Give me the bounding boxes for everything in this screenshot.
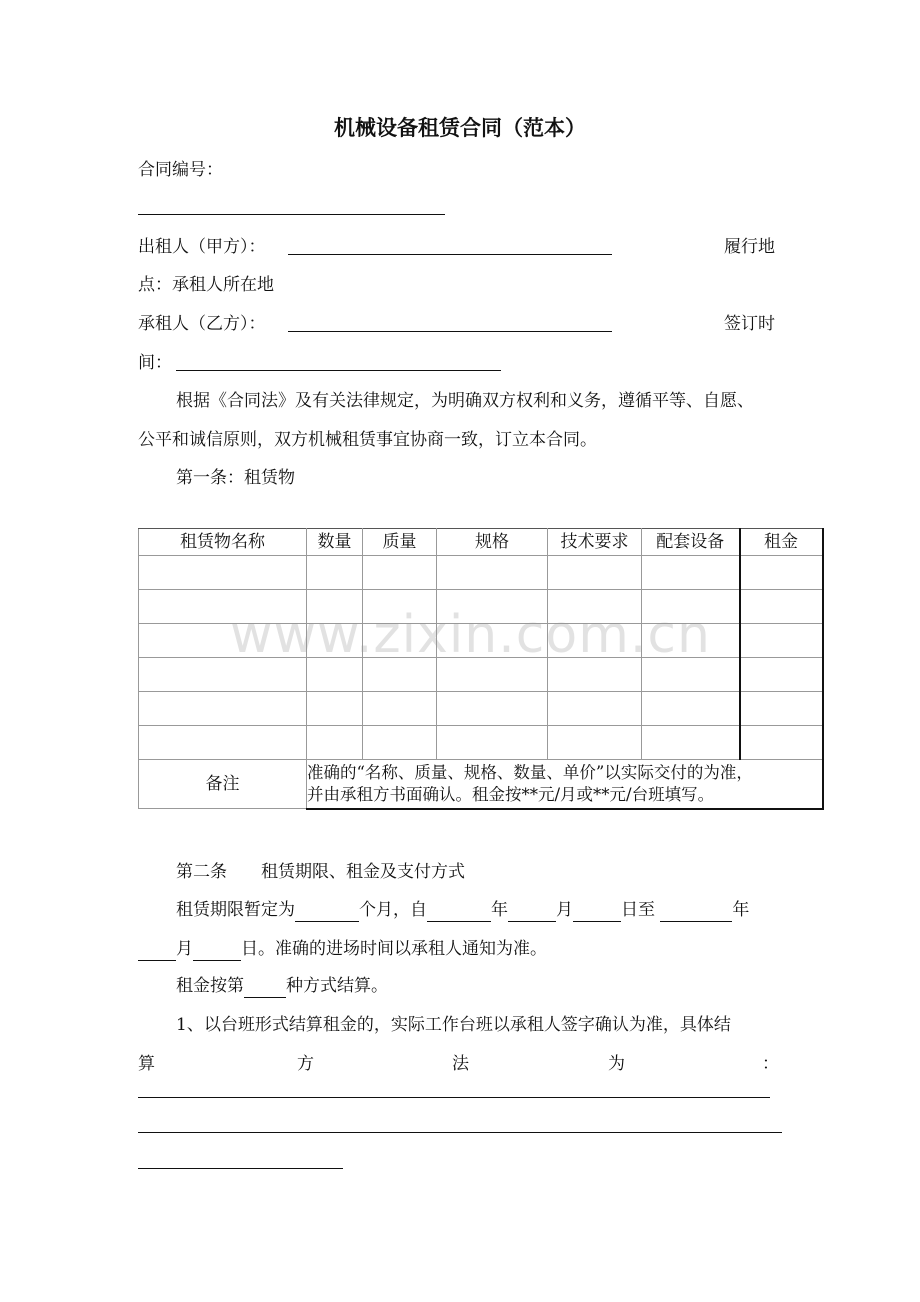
end-month-blank	[138, 940, 176, 961]
article-1-heading: 第一条：租赁物	[176, 468, 295, 488]
start-month-blank	[508, 901, 556, 922]
table-header-row	[139, 529, 823, 556]
method-1-fill-line-3	[138, 1168, 343, 1169]
lessor-line	[288, 254, 612, 255]
note-line-1: 准确的“名称、质量、规格、数量、单价”以实际交付的为准，	[307, 762, 753, 782]
lessee-line	[288, 331, 612, 332]
table-note-row	[139, 760, 823, 809]
contract-number-label: 合同编号：	[138, 160, 223, 180]
start-day-blank	[573, 901, 621, 922]
note-text	[307, 760, 823, 809]
col-header-quantity: 数量	[307, 529, 363, 556]
start-year-blank	[427, 901, 491, 922]
method-1-word-3: 法	[452, 1054, 469, 1074]
settlement-method-blank	[244, 977, 286, 998]
article-2-heading: 第二条 租赁期限、租金及支付方式	[176, 862, 465, 882]
method-1-word-2: 方	[297, 1054, 314, 1074]
method-1-fill-line-1	[138, 1097, 770, 1098]
intro-line-2: 公平和诚信原则，双方机械租赁事宜协商一致，订立本合同。	[138, 430, 597, 450]
lessor-label: 出租人（甲方）：	[138, 237, 266, 257]
note-line-2: 并由承租方书面确认。租金按**元/月或**元/台班填写。	[307, 784, 715, 804]
end-year-blank	[660, 901, 732, 922]
sign-time-line	[176, 370, 501, 371]
method-1-fill-line-2	[138, 1132, 782, 1133]
table-row	[139, 726, 823, 760]
watermark: www.zixin.com.cn	[230, 605, 711, 665]
settlement-line: 租金按第 种方式结算。	[176, 976, 388, 996]
table-row	[139, 692, 823, 726]
method-1-word-1: 算	[138, 1054, 155, 1074]
table-row	[139, 556, 823, 590]
lease-items-table	[138, 528, 824, 810]
col-header-tech-req: 技术要求	[548, 529, 642, 556]
term-line-1: 租赁期限暂定为 个月，自 年 月 日至 年	[176, 900, 750, 920]
col-header-equipment: 配套设备	[642, 529, 740, 556]
col-header-rent: 租金	[740, 529, 823, 556]
lessee-label: 承租人（乙方）：	[138, 314, 266, 334]
place-label-part1: 履行地	[724, 237, 775, 257]
document-title: 机械设备租赁合同（范本）	[334, 115, 586, 140]
intro-line-1: 根据《合同法》及有关法律规定，为明确双方权利和义务，遵循平等、自愿、	[176, 391, 754, 411]
method-1-line-1: 1、以台班形式结算租金的，实际工作台班以承租人签字确认为准，具体结	[176, 1015, 731, 1035]
end-day-blank	[193, 940, 241, 961]
months-blank	[295, 901, 359, 922]
place-label-part2: 点：承租人所在地	[138, 275, 274, 295]
method-1-word-4: 为	[608, 1054, 625, 1074]
method-1-word-5: ：	[762, 1054, 779, 1074]
col-header-name: 租赁物名称	[139, 529, 307, 556]
note-label: 备注	[139, 760, 307, 809]
col-header-spec: 规格	[437, 529, 548, 556]
col-header-quality: 质量	[363, 529, 437, 556]
contract-number-line	[138, 214, 445, 215]
term-line-2: 月 日。准确的进场时间以承租人通知为准。	[138, 937, 547, 961]
sign-time-label-part2: 间：	[138, 353, 172, 373]
sign-time-label-part1: 签订时	[724, 314, 775, 334]
